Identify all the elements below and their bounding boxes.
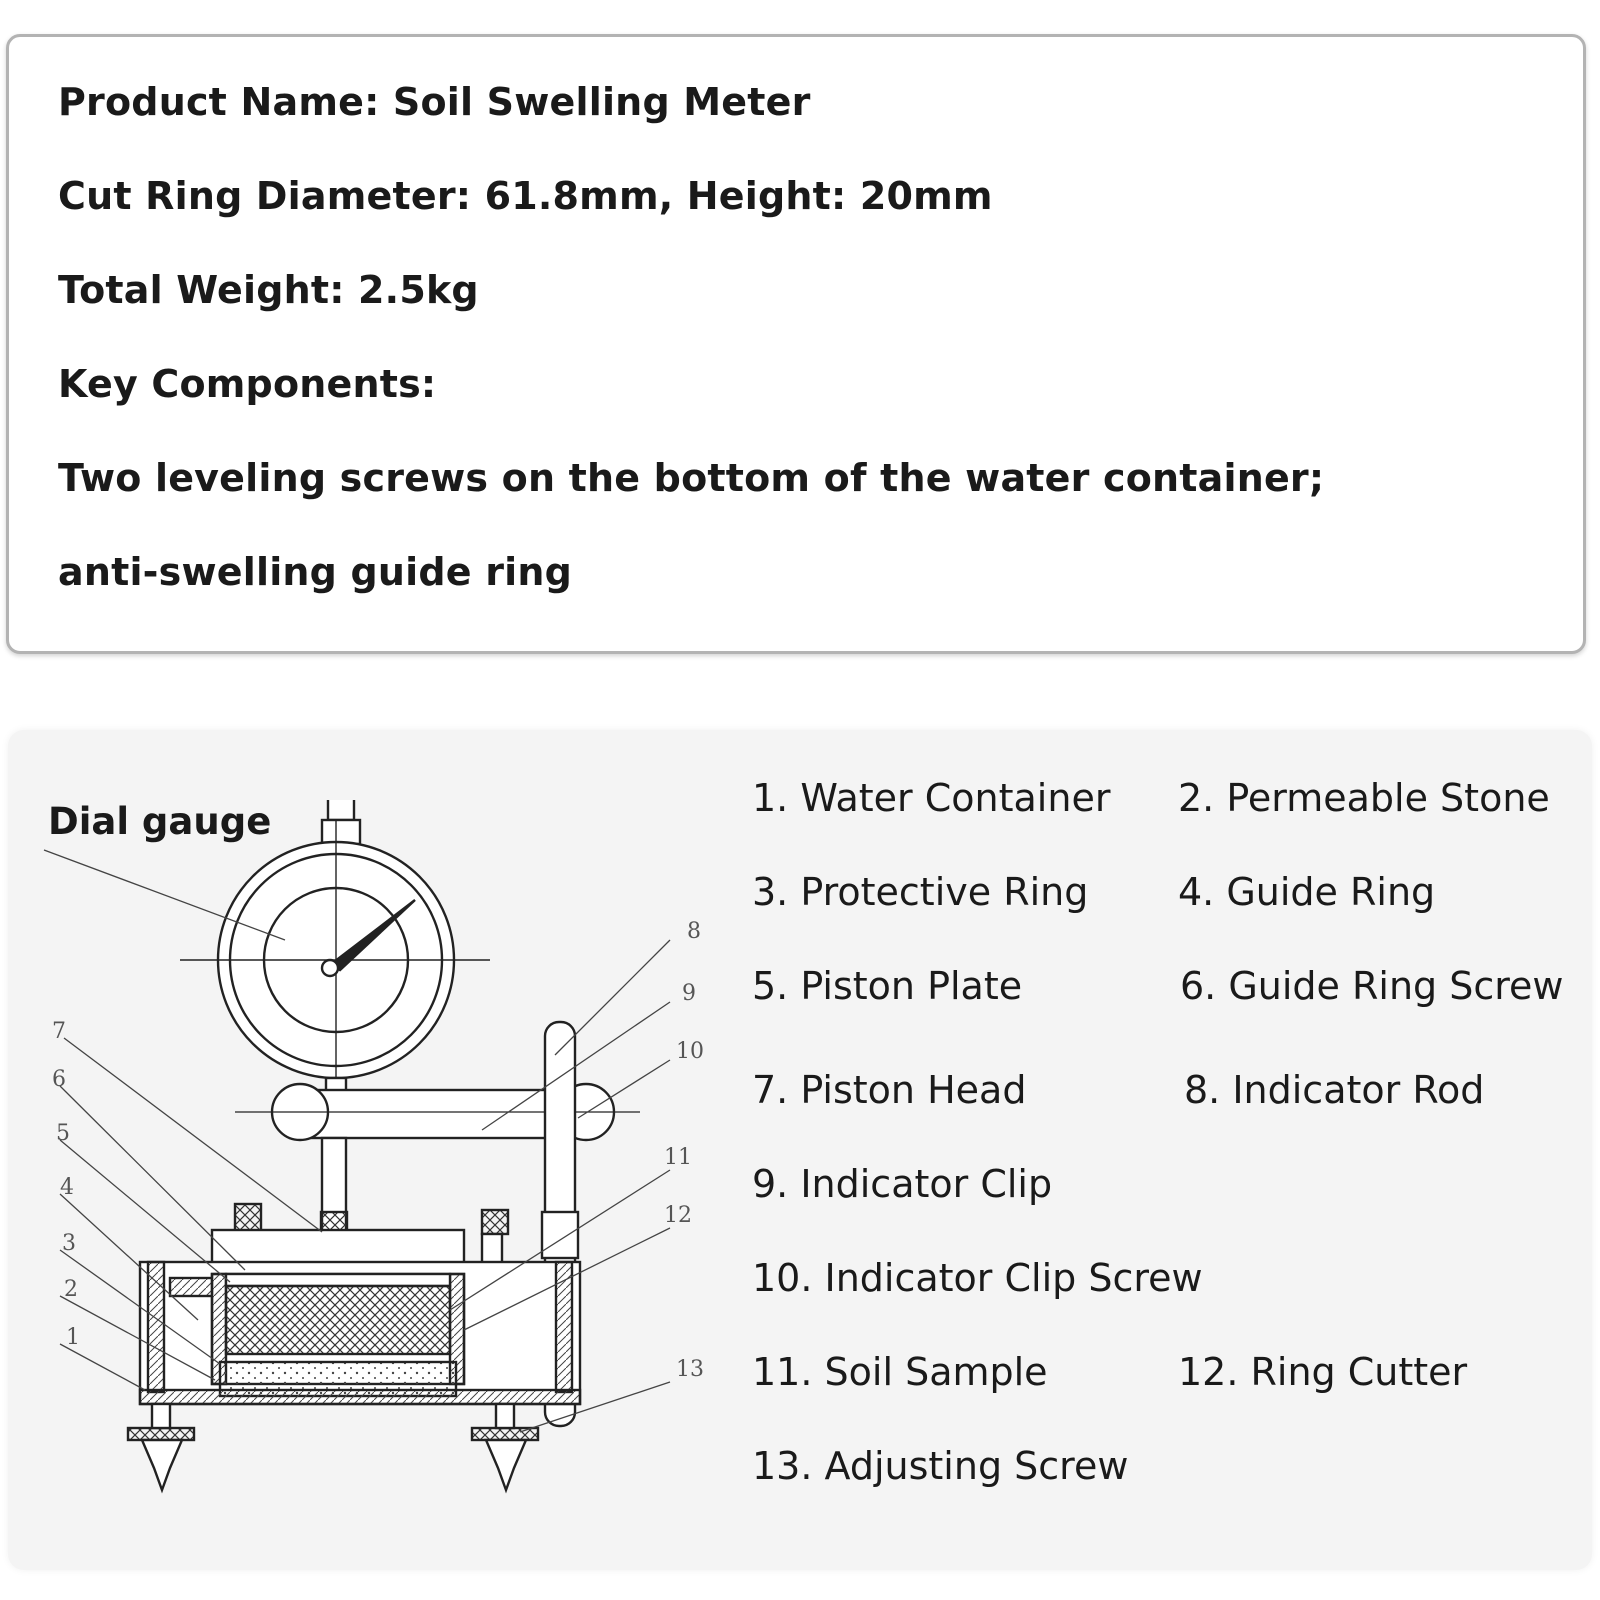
legend-item-8: 8. Indicator Rod	[1184, 1068, 1485, 1112]
cut-ring-line: Cut Ring Diameter: 61.8mm, Height: 20mm	[58, 174, 993, 218]
indicator-clip-bar	[290, 1090, 580, 1138]
callout-3: 3	[62, 1231, 76, 1256]
callout-13: 13	[676, 1357, 704, 1382]
callout-7: 7	[52, 1019, 66, 1044]
legend-item-5: 5. Piston Plate	[752, 964, 1023, 1008]
legend-item-13: 13. Adjusting Screw	[752, 1444, 1129, 1488]
legend-item-3: 3. Protective Ring	[752, 870, 1089, 914]
callout-1: 1	[66, 1325, 80, 1350]
legend-item-10: 10. Indicator Clip Screw	[752, 1256, 1203, 1300]
legend-item-12: 12. Ring Cutter	[1178, 1350, 1468, 1394]
legend-item-4: 4. Guide Ring	[1178, 870, 1436, 914]
total-weight-line: Total Weight: 2.5kg	[58, 268, 479, 312]
dial-top-knob	[328, 800, 354, 820]
soil-sample	[226, 1286, 450, 1354]
callout-9: 9	[682, 981, 696, 1006]
component-line-1: Two leveling screws on the bottom of the water container;	[58, 456, 1325, 500]
callout-10: 10	[676, 1039, 704, 1064]
legend-item-11: 11. Soil Sample	[752, 1350, 1048, 1394]
callout-2: 2	[64, 1277, 78, 1302]
legend-item-9: 9. Indicator Clip	[752, 1162, 1053, 1206]
component-line-2: anti-swelling guide ring	[58, 550, 573, 594]
callout-11: 11	[664, 1145, 692, 1170]
callout-4: 4	[60, 1175, 74, 1200]
legend-item-6: 6. Guide Ring Screw	[1180, 964, 1564, 1008]
product-name-line: Product Name: Soil Swelling Meter	[58, 80, 811, 124]
callout-8: 8	[687, 919, 701, 944]
key-components-line: Key Components:	[58, 362, 437, 406]
piston-plate	[226, 1274, 450, 1286]
callout-6: 6	[52, 1067, 66, 1092]
legend-item-7: 7. Piston Head	[752, 1068, 1027, 1112]
callout-5: 5	[56, 1121, 70, 1146]
legend-item-2: 2. Permeable Stone	[1178, 776, 1550, 820]
swelling-meter-drawing	[30, 800, 730, 1520]
legend-item-1: 1. Water Container	[752, 776, 1111, 820]
dial-gauge-label: Dial gauge	[48, 800, 272, 843]
callout-12: 12	[664, 1203, 692, 1228]
